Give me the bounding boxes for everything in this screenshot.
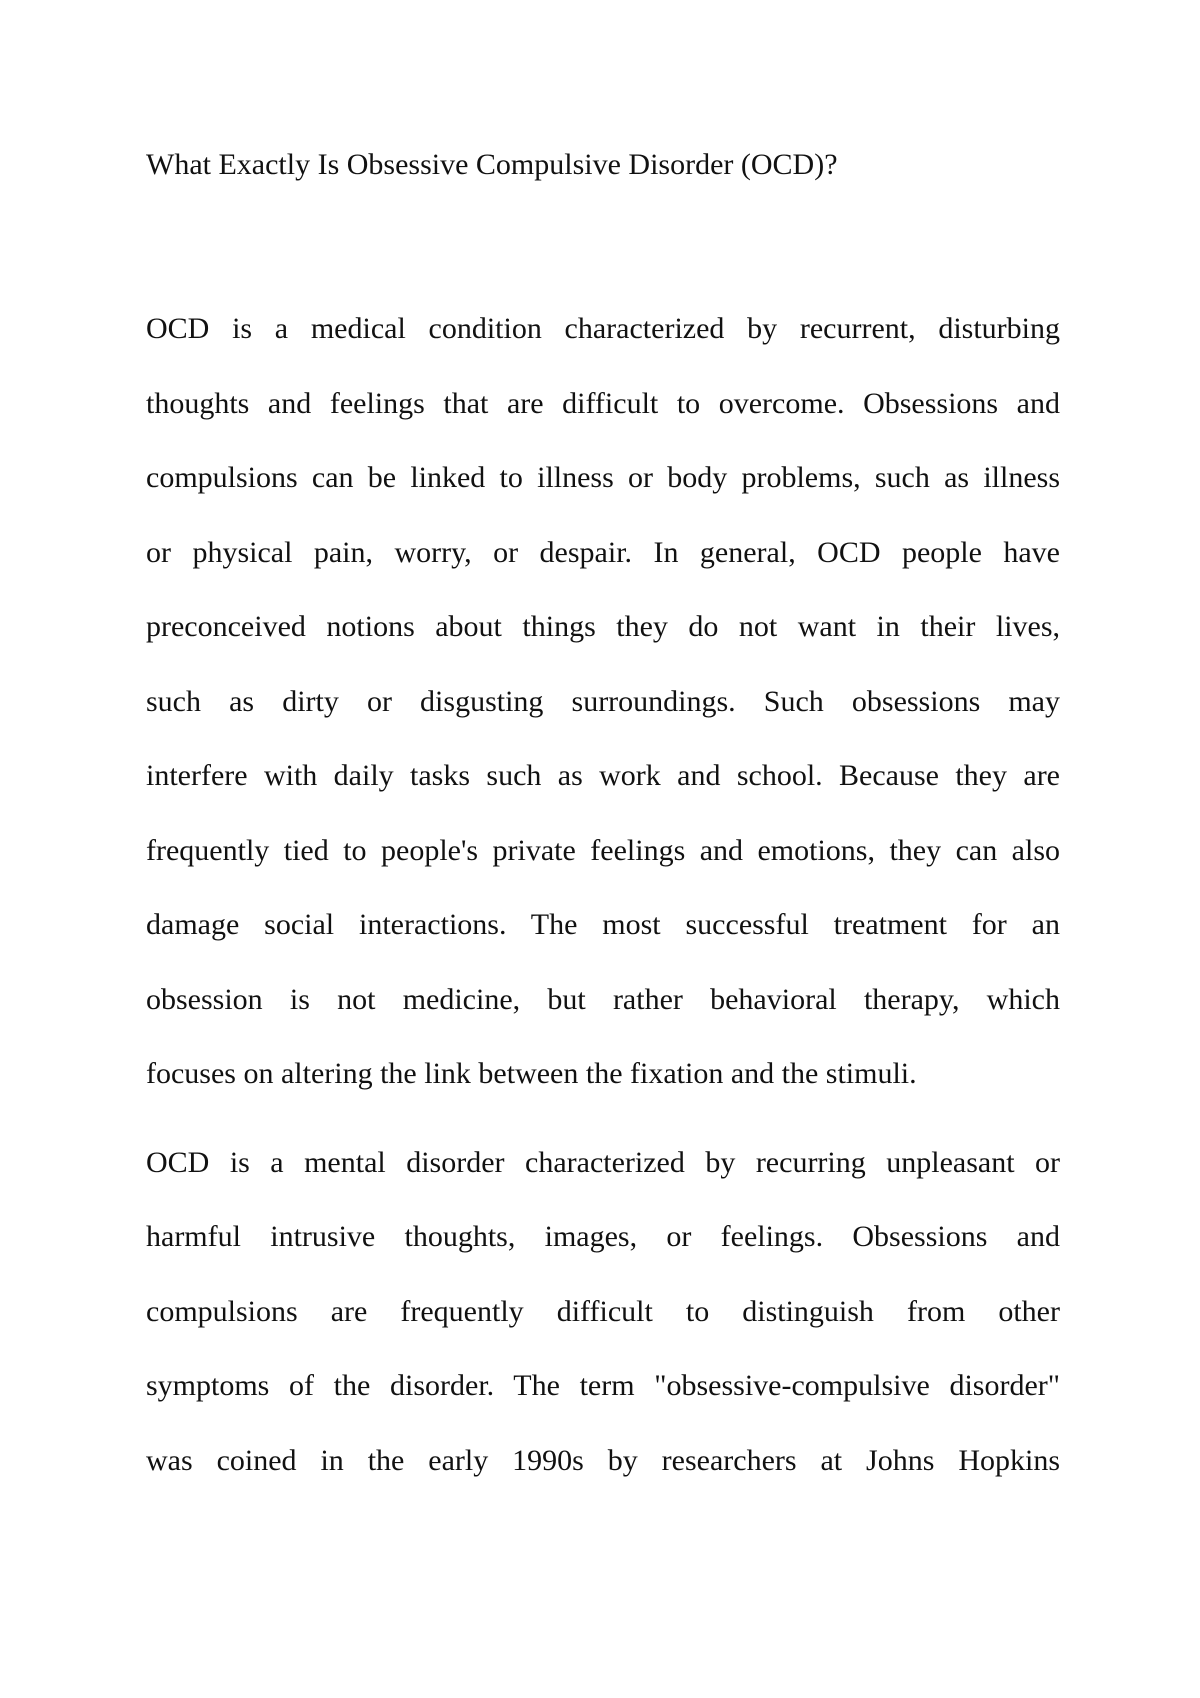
paragraph-line: obsession is not medicine, but rather behavioral therapy, which [146,982,1060,1016]
paragraph-2 [146,1126,1060,1499]
paragraph-line: or physical pain, worry, or despair. In general, OCD people have [146,535,1060,569]
paragraph-line: preconceived notions about things they do not want in their lives, [146,610,1060,643]
paragraph-line: thoughts and feelings that are difficult to overcome. Obsessions and [146,386,1060,420]
document-title: What Exactly Is Obsessive Compulsive Disorder (OCD)? [146,148,838,181]
paragraph-line: compulsions are frequently difficult to distinguish from other [146,1294,1060,1328]
paragraph-line: focuses on altering the link between the fixation and the stimuli. [146,1057,917,1090]
paragraph-line: such as dirty or disgusting surroundings. Such obsessions may [146,684,1060,718]
paragraph-line: OCD is a medical condition characterized by recurrent, disturbing [146,312,1060,345]
paragraph-line: symptoms of the disorder. The term "obsessive-compulsive disorder" [146,1369,1060,1402]
paragraph-line: harmful intrusive thoughts, images, or feelings. Obsessions and [146,1220,1060,1253]
paragraph-line: OCD is a mental disorder characterized by recurring unpleasant or [146,1145,1060,1179]
paragraph-line: damage social interactions. The most successful treatment for an [146,908,1060,941]
paragraph-line: interfere with daily tasks such as work and school. Because they are [146,759,1060,792]
document-body [146,292,1060,1498]
paragraph-line: was coined in the early 1990s by researchers at Johns Hopkins [146,1443,1060,1477]
paragraph-line: compulsions can be linked to illness or body problems, such as illness [146,461,1060,494]
paragraph-line: frequently tied to people's private feelings and emotions, they can also [146,833,1060,867]
paragraph-1 [146,292,1060,1112]
